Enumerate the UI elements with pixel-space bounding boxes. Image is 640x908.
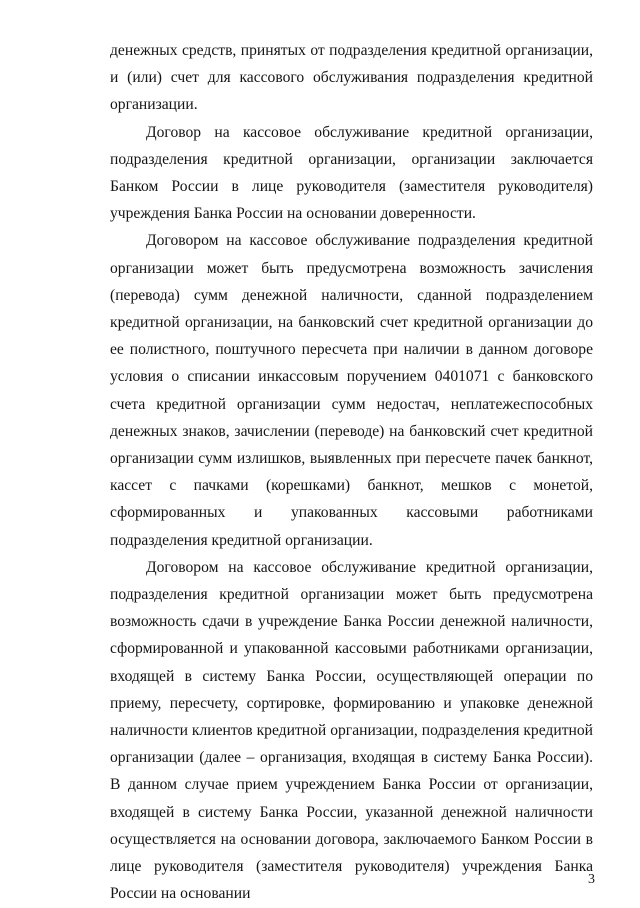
page-number: 3 — [588, 872, 595, 887]
paragraph-cash-delivery: Договором на кассовое обслуживание кредитной организации, подразделения кредитной организации может быть предусмотрена возможность сдачи в учреждение Банка России денежной наличности, сформированной и упакованной кассовыми работниками организации, входящей в систему Банка России, осуществляющей операции по приему, пересчету, сортировке, формированию и упаковке денежной наличности клиентов кредитной организации, подразделения кредитной организации (далее – организация, входящая в систему Банка России). В данном случае прием учреждением Банка России от организации, входящей в систему Банка России, указанной денежной наличности осуществляется на основании договора, заключаемого Банком России в лице руководителя (заместителя руководителя) учреждения Банка России на основании — [110, 558, 593, 903]
paragraph-crediting-cash: Договором на кассовое обслуживание подразделения кредитной организации может быть предусмотрена возможность зачисления (перевода) сумм денежной наличности, сданной подразделением кредитной организации, на банковский счет кредитной организации до ее полистного, поштучного пересчета при наличии в данном договоре условия о списании инкассовым поручением 0401071 с банковского счета кредитной организации сумм недостач, неплатежеспособных денежных знаков, зачислении (переводе) на банковский счет кредитной организации сумм излишков, выявленных при пересчете пачек банкнот, кассет с пачками (корешками) банкнот, мешков с монетой, сформированных и упакованных кассовыми работниками подразделения кредитной организации. — [110, 232, 593, 549]
document-body — [110, 37, 593, 908]
paragraph-contract-conclusion: Договор на кассовое обслуживание кредитной организации, подразделения кредитной организации, организации заключается Банком России в лице руководителя (заместителя руководителя) учреждения Банка России на основании доверенности. — [110, 123, 593, 223]
paragraph-continuation: денежных средств, принятых от подразделения кредитной организации, и (или) счет для кассового обслуживания подразделения кредитной организации. — [110, 42, 593, 114]
